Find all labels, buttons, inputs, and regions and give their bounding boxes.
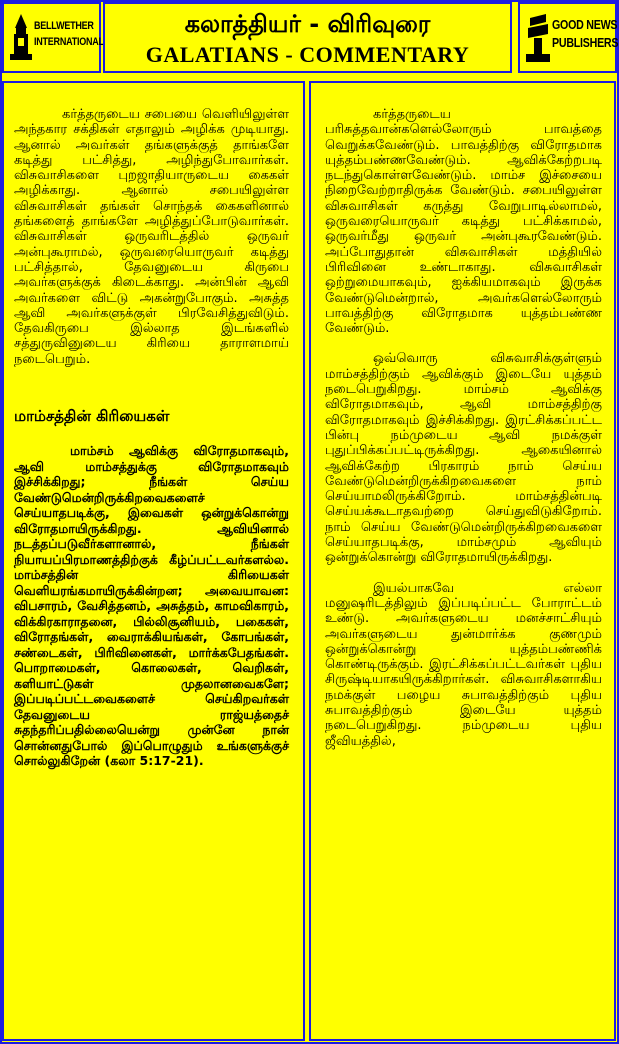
right-paragraph-1: கர்த்தருடைய பரிசுத்தவான்களெல்லோரும் பாவத்தை வெறுக்கவேண்டும். பாவத்திற்கு விரோதமாக யுத்தம்பண்ணவேண்டும். ஆவிக்கேற்றபடி நடந்துகொள்ளவேண்டும். மாம்ச இச்சையை நிறைவேற்றாதிருக்க வேண்டும். சபையிலுள்ள விசுவாசிகள் கருத்து வேறுபாடில்லாமல், ஒருவரையொருவர் கடித்து பட்சிக்காமல், ஒருவர்மீது ஒருவர் அன்புகூரவேண்டும். அப்போதுதான் விசுவாசிகள் மத்தியில் பிரிவினை உண்டாகாது. விசுவாசிகள் ஒற்றுமையாகவும், ஐக்கியமாகவும் இருக்க வேண்டுமென்றால், அவர்களெல்லோரும் பாவத்திற்கு விரோதமாக யுத்தம்பண்ண வேண்டும். [325, 107, 602, 337]
section-heading: மாம்சத்தின் கிரியைகள் [14, 407, 170, 426]
scripture-quote: மாம்சம் ஆவிக்கு விரோதமாகவும், ஆவி மாம்சத்துக்கு விரோதமாகவும் இச்சிக்கிறது; நீங்கள் செய்ய வேண்டுமென்றிருக்கிறவைகளைச் செய்யாதபடிக்கு, இவைகள் ஒன்றுக்கொன்று விரோதமாயிருக்கிறது. ஆவியினால் நடத்தப்படுவீர்களானால், நீங்கள் நியாயப்பிரமாணத்திற்குக் கீழ்ப்பட்டவர்களல்ல. மாம்சத்தின் கிரியைகள் வெளியரங்கமாயிருக்கின்றன; அவையாவன: விபசாரம், வேசித்தனம், அசுத்தம், காமவிகாரம், விக்கிரகாராதனை, பில்லிசூனியம், பகைகள், விரோதங்கள், வைராக்கியங்கள், கோபங்கள், சண்டைகள், பிரிவினைகள், மார்க்கபேதங்கள். பொறாமைகள், கொலைகள், வெறிகள், களியாட்டுகள் முதலானவைகளே; இப்படிப்பட்டவைகளைச் செய்கிறவர்கள் தேவனுடைய ராஜ்யத்தைச் சுதந்தரிப்பதில்லையென்று முன்னே நான் சொன்னதுபோல் இப்பொழுதும் உங்களுக்குச் சொல்லுகிறேன் (கலா 5:17-21). [14, 443, 289, 769]
page-title-tamil: கலாத்தியர் - விரிவுரை [184, 10, 431, 38]
left-column [2, 81, 305, 1041]
bell-tower-icon [10, 14, 32, 60]
bellwether-logo-text: BELLWETHER INTERNATIONAL [34, 20, 104, 48]
good-news-logo-text: GOOD NEWS PUBLISHERS [552, 17, 619, 50]
book-stack-icon [526, 14, 550, 62]
page-title-english: GALATIANS - COMMENTARY [145, 42, 470, 67]
right-paragraph-2: ஒவ்வொரு விசுவாசிக்குள்ளும் மாம்சத்திற்கும் ஆவிக்கும் இடையே யுத்தம் நடைபெறுகிறது. மாம்சம் ஆவிக்கு விரோதமாகவும், ஆவி மாம்சத்திற்கு விரோதமாகவும் இச்சிக்கிறது. இரட்சிக்கப்பட்ட பின்பு நம்முடைய ஆவி நமக்குள் புதுப்பிக்கப்பட்டிருக்கிறது. ஆகையினால் ஆவிக்கேற்ற பிரகாரம் நாம் செய்ய வேண்டுமென்றிருக்கிறவைகளை நாம் செய்யாமலிருக்கிறோம். மாம்சத்தின்படி செய்யக்கூடாதவற்றை செய்துவிடுகிறோம். நாம் செய்ய வேண்டுமென்றிருக்கிறவைகளை செய்யாதபடிக்கு, மாம்சமும் ஆவியும் ஒன்றுக்கொன்று விரோதமாயிருக்கிறது. [325, 351, 602, 566]
good-news-logo [518, 2, 617, 73]
header [0, 0, 619, 77]
right-column [309, 81, 616, 1041]
bellwether-logo [2, 2, 104, 73]
title-block [103, 2, 512, 73]
left-paragraph-1: கர்த்தருடைய சபையை வெளியிலுள்ள அந்தகார சக்திகள் எதாலும் அழிக்க முடியாது. ஆனால் அவர்கள் தங்களுக்குத் தாங்களே கடித்து பட்சித்து, அழிந்துபோவார்கள். விசுவாசிகளை புறஜாதியாருடைய கைகள் அழிக்காது. ஆனால் சபையிலுள்ள விசுவாசிகள் தங்கள் சொந்தக் கைகளினால் தங்களைத் தாங்களே அழித்துப்போடுவார்கள். விசுவாசிகள் ஒருவரிடத்தில் ஒருவர் அன்புகூராமல், ஒருவரையொருவர் கடித்து பட்சித்தால், தேவனுடைய கிருபை அவர்களுக்குக் கிடைக்காது. அன்பின் ஆவி அவர்களை விட்டு அகன்றுபோகும். அசுத்த ஆவி அவர்களுக்குள் பிரவேசித்துவிடும். தேவகிருபை இல்லாத இடங்களில் சத்துருவினுடைய கிரியை தாராளமாய் நடைபெறும். [14, 107, 289, 367]
right-paragraph-3: இயல்பாகவே எல்லா மனுஷரிடத்திலும் இப்படிப்பட்ட போராட்டம் உண்டு. அவர்களுடைய மனச்சாட்சியும் அவர்களுடைய துன்மார்க்க குணமும் ஒன்றுக்கொன்று யுத்தம்பண்ணிக் கொண்டிருக்கும். இரட்சிக்கப்பட்டவர்கள் புதிய சிருஷ்டியாகயிருக்கிறார்கள். விசுவாசிகளாகிய நமக்குள் பழைய சுபாவத்திற்கும் புதிய சுபாவத்திற்கும் இடையே யுத்தம் நடைபெறுகிறது. நம்முடைய புதிய ஜீவியத்தில், [325, 580, 602, 749]
